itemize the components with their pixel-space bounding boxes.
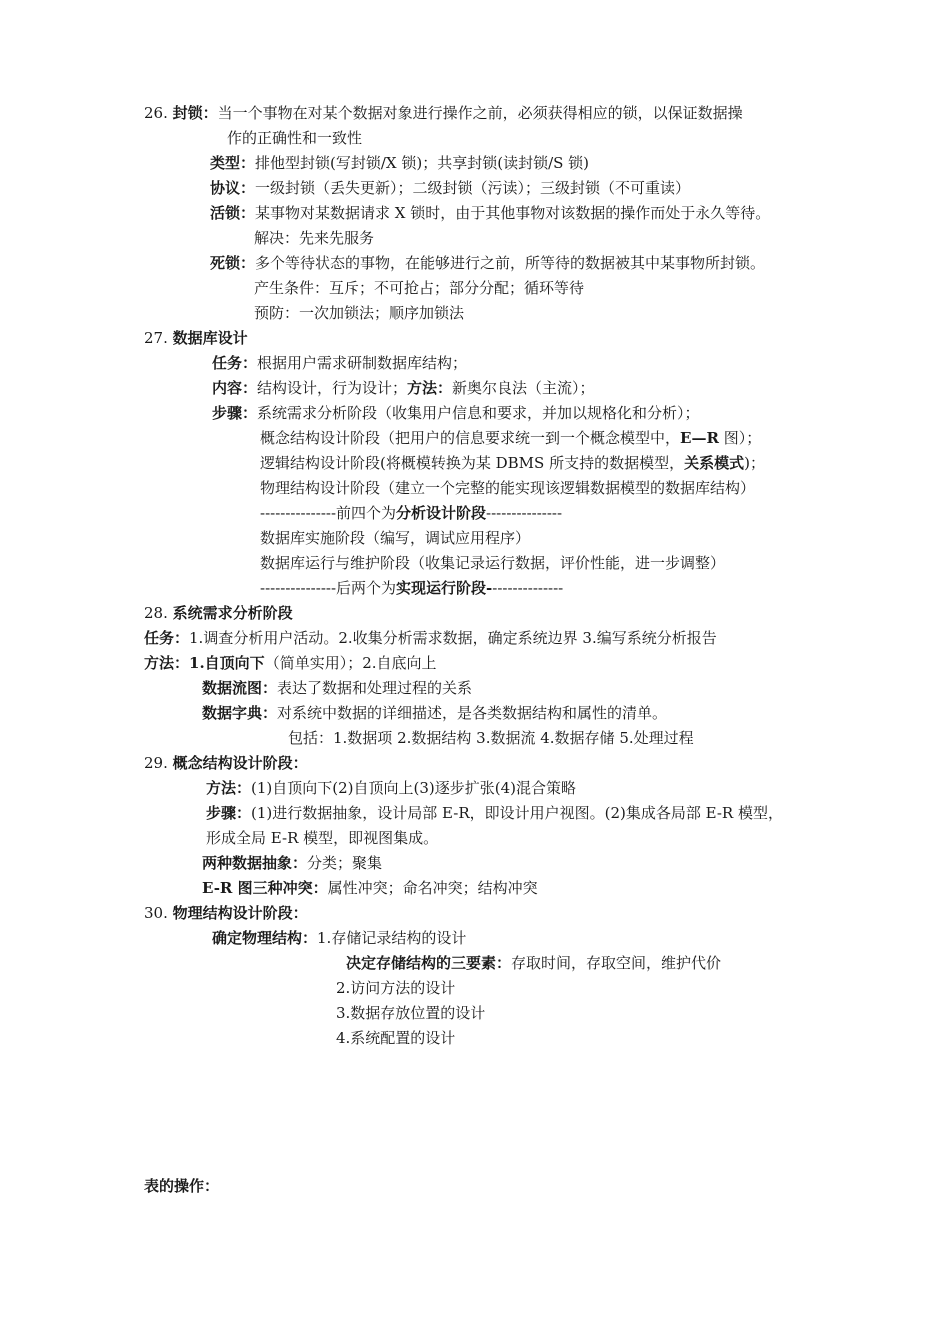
deadlock-line — [210, 253, 765, 273]
design-step-4: 物理结构设计阶段（建立一个完整的能实现该逻辑数据模型的数据库结构） — [260, 479, 756, 497]
section-title: 物理结构设计阶段： — [172, 904, 308, 922]
design-method-label: 方法： — [407, 379, 453, 397]
livelock-line — [210, 203, 770, 223]
section-number: 26. — [144, 104, 168, 122]
concept-steps-cont: 形成全局 E-R 模型，即视图集成。 — [206, 829, 439, 847]
design-divider-2: ---------------后两个为实现运行阶段--------------- — [260, 579, 564, 597]
table-operations-heading: 表的操作： — [144, 1177, 220, 1195]
section-number: 29. — [144, 754, 168, 772]
phys-structure-label: 确定物理结构： — [212, 929, 318, 947]
concept-method-line — [206, 778, 576, 798]
dfd-line — [202, 678, 472, 698]
abstraction-label: 两种数据抽象： — [202, 854, 308, 872]
phys-item-2: 2.访问方法的设计 — [336, 979, 456, 997]
er-conflict-label: E-R 图三种冲突： — [202, 879, 328, 897]
data-dictionary-text: 对系统中数据的详细描述，是各类数据结构和属性的清单。 — [277, 704, 668, 722]
deadlock-conditions: 产生条件：互斥；不可抢占；部分分配；循环等待 — [254, 279, 585, 297]
design-steps-label: 步骤： — [212, 404, 258, 422]
design-content-line — [212, 378, 595, 398]
section-29-heading — [144, 753, 308, 773]
design-method-text: 新奥尔良法（主流）； — [452, 379, 595, 397]
design-step-5: 数据库实施阶段（编写，调试应用程序） — [260, 529, 531, 547]
deadlock-prevention: 预防：一次加锁法；顺序加锁法 — [254, 304, 465, 322]
req-method-label: 方法： — [144, 654, 190, 672]
storage-factors-label: 决定存储结构的三要素： — [346, 954, 512, 972]
abstraction-line — [202, 853, 382, 873]
design-task-line — [212, 353, 467, 373]
req-task-text: 1.调查分析用户活动。2.收集分析需求数据，确定系统边界 3.编写系统分析报告 — [189, 629, 717, 647]
req-method-text: （简单实用）；2.自底向上 — [264, 654, 437, 672]
design-steps-line — [212, 403, 700, 423]
lock-protocol-line — [210, 178, 690, 198]
section-28-heading — [144, 603, 293, 623]
req-task-line — [144, 628, 717, 648]
storage-factors-line — [346, 953, 721, 973]
storage-factors-text: 存取时间，存取空间，维护代价 — [511, 954, 722, 972]
concept-method-text: (1)自顶向下(2)自顶向上(3)逐步扩张(4)混合策略 — [251, 779, 577, 797]
dfd-text: 表达了数据和处理过程的关系 — [277, 679, 473, 697]
lock-protocol-text: 一级封锁（丢失更新）；二级封锁（污读）；三级封锁（不可重读） — [255, 179, 691, 197]
livelock-solution: 解决：先来先服务 — [254, 229, 375, 247]
design-step-6: 数据库运行与维护阶段（收集记录运行数据，评价性能，进一步调整） — [260, 554, 726, 572]
phys-item-3: 3.数据存放位置的设计 — [336, 1004, 486, 1022]
deadlock-text: 多个等待状态的事物，在能够进行之前，所等待的数据被其中某事物所封锁。 — [255, 254, 766, 272]
design-content-text: 结构设计，行为设计； — [257, 379, 408, 397]
lock-types-line — [210, 153, 589, 173]
abstraction-text: 分类；聚集 — [307, 854, 383, 872]
design-divider-1: ---------------前四个为分析设计阶段--------------- — [260, 504, 563, 522]
section-text: 当一个事物在对某个数据对象进行操作之前，必须获得相应的锁，以保证数据操 — [217, 104, 743, 122]
concept-method-label: 方法： — [206, 779, 252, 797]
dfd-label: 数据流图： — [202, 679, 278, 697]
section-title: 封锁： — [172, 104, 218, 122]
section-27-heading — [144, 328, 248, 348]
section-30-heading — [144, 903, 308, 923]
design-task-label: 任务： — [212, 354, 258, 372]
concept-steps-line — [206, 803, 783, 823]
section-number: 27. — [144, 329, 168, 347]
concept-steps-text: (1)进行数据抽象，设计局部 E-R，即设计用户视图。(2)集成各局部 E-R 模型， — [251, 804, 783, 822]
section-title: 概念结构设计阶段： — [172, 754, 308, 772]
phys-item-1: 1.存储记录结构的设计 — [317, 929, 467, 947]
livelock-label: 活锁： — [210, 204, 256, 222]
phys-structure-line — [212, 928, 466, 948]
req-method-line — [144, 653, 437, 673]
design-task-text: 根据用户需求研制数据库结构； — [257, 354, 468, 372]
phys-item-4: 4.系统配置的设计 — [336, 1029, 456, 1047]
data-dictionary-line — [202, 703, 667, 723]
data-dictionary-label: 数据字典： — [202, 704, 278, 722]
design-content-label: 内容： — [212, 379, 258, 397]
er-conflict-text: 属性冲突；命名冲突；结构冲突 — [327, 879, 538, 897]
lock-types-text: 排他型封锁(写封锁/X 锁)；共享封锁(读封锁/S 锁) — [255, 154, 590, 172]
deadlock-label: 死锁： — [210, 254, 256, 272]
er-conflict-line — [202, 878, 538, 898]
lock-types-label: 类型： — [210, 154, 256, 172]
section-number: 28. — [144, 604, 168, 622]
section-title: 系统需求分析阶段 — [172, 604, 293, 622]
data-dictionary-include: 包括：1.数据项 2.数据结构 3.数据流 4.数据存储 5.处理过程 — [288, 729, 694, 747]
livelock-text: 某事物对某数据请求 X 锁时，由于其他事物对该数据的操作而处于永久等待。 — [255, 204, 771, 222]
concept-steps-label: 步骤： — [206, 804, 252, 822]
section-number: 30. — [144, 904, 168, 922]
req-task-label: 任务： — [144, 629, 190, 647]
design-step-2: 概念结构设计阶段（把用户的信息要求统一到一个概念模型中，E—R 图）； — [260, 429, 762, 447]
lock-protocol-label: 协议： — [210, 179, 256, 197]
section-title: 数据库设计 — [172, 329, 248, 347]
design-step-3: 逻辑结构设计阶段(将概模转换为某 DBMS 所支持的数据模型，关系模式)； — [260, 454, 765, 472]
section-26-text-cont: 作的正确性和一致性 — [227, 129, 363, 147]
req-method-bold: 1.自顶向下 — [189, 654, 265, 672]
section-26-heading — [144, 103, 743, 123]
design-step-1: 系统需求分析阶段（收集用户信息和要求，并加以规格化和分析）； — [257, 404, 700, 422]
